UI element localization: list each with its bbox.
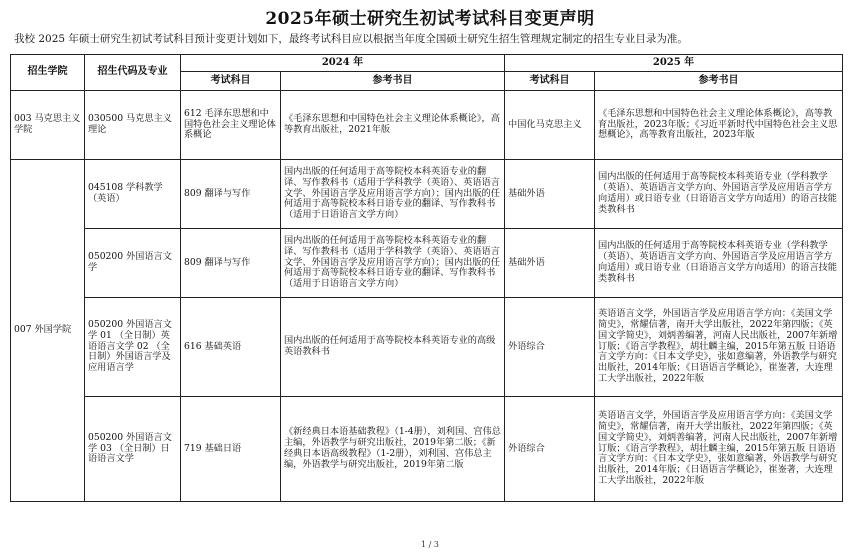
books-2025-cell: 《毛泽东思想和中国特色社会主义理论体系概论》，高等教育出版社，2023年版；《习近平新时代中国特色社会主义思想概论》，高等教育出版社，2023年版: [595, 91, 843, 160]
header-books-2025: 参考书目: [595, 72, 843, 91]
major-cell: 050200 外国语言文学 03 （全日制）日语语言文学: [85, 397, 181, 502]
subject-2024-cell: 809 翻译与写作: [181, 160, 281, 229]
college-cell: 007 外国学院: [11, 160, 85, 502]
major-cell: 050200 外国语言文学 01 （全日制）英语语言文学 02 （全日制）外国语言学及应用语言学: [85, 298, 181, 397]
major-cell: 045108 学科教学（英语）: [85, 160, 181, 229]
header-college: 招生学院: [11, 55, 85, 91]
subject-2025-cell: 外语综合: [505, 397, 595, 502]
header-major: 招生代码及专业: [85, 55, 181, 91]
subject-2024-cell: 719 基础日语: [181, 397, 281, 502]
header-subject-2024: 考试科目: [181, 72, 281, 91]
subject-2025-cell: 中国化马克思主义: [505, 91, 595, 160]
books-2024-cell: 国内出版的任何适用于高等院校本科英语专业的翻译、写作教科书（适用于学科教学（英语）、英语语言文学、外国语言学及应用语言学方向）；国内出版的任何适用于高等院校本科日语专业的翻译、写作教科书（适用于日语语言文学方向）: [281, 160, 505, 229]
major-cell: 030500 马克思主义理论: [85, 91, 181, 160]
table-row: [11, 160, 843, 229]
subject-2025-cell: 外语综合: [505, 298, 595, 397]
books-2025-cell: 国内出版的任何适用于高等院校本科英语专业（学科教学（英语）、英语语言文学方向、外国语言学及应用语言学方向适用）或日语专业（日语语言文学方向适用）的语言技能类教科书: [595, 160, 843, 229]
page-number: 1 / 3: [421, 540, 439, 549]
header-books-2024: 参考书目: [281, 72, 505, 91]
header-year-2024: 2024 年: [181, 55, 505, 72]
major-cell: 050200 外国语言文学: [85, 229, 181, 298]
books-2025-cell: 英语语言文学，外国语言学及应用语言学方向：《美国文学简史》，常耀信著，南开大学出版社，2022年第四版；《英国文学简史》，刘炳善编著，河南人民出版社，2007年新增订版；《语言学教程》，胡壮麟主编，2015年第五版 日语语言文学方向：《日本文学史》，张如意编著，外语教学与研究出版社，2014年版；《日语语言学概论》，崔崟著，大连理工大学出版社，2022年版: [595, 298, 843, 397]
books-2025-cell: 国内出版的任何适用于高等院校本科英语专业（学科教学（英语）、英语语言文学方向、外国语言学及应用语言学方向适用）或日语专业（日语语言文学方向适用）的语言技能类教科书: [595, 229, 843, 298]
table-row: [11, 298, 843, 397]
subject-change-table: [10, 54, 843, 502]
subject-2025-cell: 基础外语: [505, 229, 595, 298]
books-2024-cell: 国内出版的任何适用于高等院校本科英语专业的翻译、写作教科书（适用于学科教学（英语）、英语语言文学、外国语言学及应用语言学方向）；国内出版的任何适用于高等院校本科日语专业的翻译、写作教科书（适用于日语语言文学方向）: [281, 229, 505, 298]
header-year-2025: 2025 年: [505, 55, 843, 72]
intro-paragraph: 我校 2025 年硕士研究生初试考试科目预计变更计划如下，最终考试科目应以根据当年度全国硕士研究生招生管理规定制定的招生专业目录为准。: [14, 33, 688, 45]
books-2024-cell: 《新经典日本语基础教程》（1-4册），刘利国、宫伟总主编，外语教学与研究出版社，2019年第二版；《新经典日本语高级教程》（1-2册），刘利国、宫伟总主编，外语教学与研究出版社，2019年第二版: [281, 397, 505, 502]
header-row-years: [11, 55, 843, 72]
subject-2025-cell: 基础外语: [505, 160, 595, 229]
table-row: [11, 229, 843, 298]
books-2024-cell: 《毛泽东思想和中国特色社会主义理论体系概论》，高等教育出版社，2021年版: [281, 91, 505, 160]
header-subject-2025: 考试科目: [505, 72, 595, 91]
college-cell: 003 马克思主义学院: [11, 91, 85, 160]
books-2024-cell: 国内出版的任何适用于高等院校本科英语专业的高级英语教科书: [281, 298, 505, 397]
table-row: [11, 397, 843, 502]
subject-2024-cell: 809 翻译与写作: [181, 229, 281, 298]
document-title: 2025年硕士研究生初试考试科目变更声明: [265, 9, 595, 29]
subject-2024-cell: 612 毛泽东思想和中国特色社会主义理论体系概论: [181, 91, 281, 160]
books-2025-cell: 英语语言文学，外国语言学及应用语言学方向：《美国文学简史》，常耀信著，南开大学出版社，2022年第四版；《英国文学简史》，刘炳善编著，河南人民出版社，2007年新增订版；《语言学教程》，胡壮麟主编，2015年第五版 日语语言文学方向：《日本文学史》，张如意编著，外语教学与研究出版社，2014年版；《日语语言学概论》，崔崟著，大连理工大学出版社，2022年版: [595, 397, 843, 502]
table-row: [11, 91, 843, 160]
subject-2024-cell: 616 基础英语: [181, 298, 281, 397]
